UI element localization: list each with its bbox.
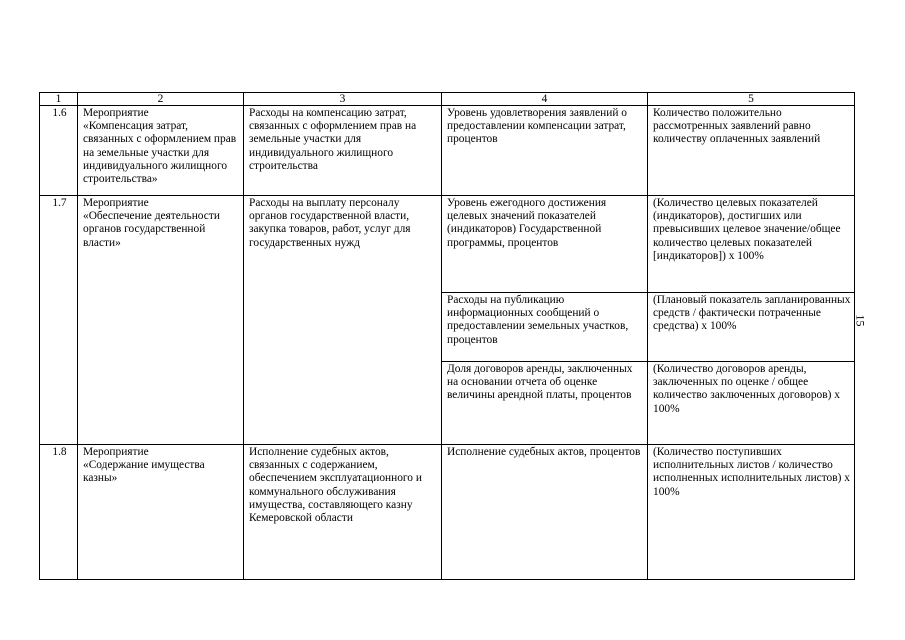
- event-cell: Мероприятие «Обеспечение деятельности органов государственной власти»: [78, 196, 244, 445]
- table-row: [40, 196, 855, 293]
- event-cell: Мероприятие «Компенсация затрат, связанных с оформлением прав на земельные участки для индивидуального жилищного строительства»: [78, 106, 244, 196]
- table-row: [40, 106, 855, 196]
- header-col-5: 5: [648, 93, 855, 106]
- row-number: 1.8: [40, 445, 78, 580]
- event-cell: Мероприятие «Содержание имущества казны»: [78, 445, 244, 580]
- header-row: [40, 93, 855, 106]
- formula-cell: (Количество целевых показателей (индикаторов), достигших или превысивших целевое значение/общее количество целевых показателей [индикаторов]) х 100%: [648, 196, 855, 293]
- table-row: [40, 445, 855, 580]
- expenses-cell: Расходы на выплату персоналу органов государственной власти, закупка товаров, работ, услуг для государственных нужд: [244, 196, 442, 445]
- formula-cell: (Количество договоров аренды, заключенных по оценке / общее количество заключенных договоров) х 100%: [648, 362, 855, 445]
- row-number: 1.6: [40, 106, 78, 196]
- expenses-cell: Исполнение судебных актов, связанных с содержанием, обеспечением эксплуатационного и коммунального обслуживания имущества, составляющего казну Кемеровской области: [244, 445, 442, 580]
- page-number: 15: [853, 314, 868, 327]
- header-col-1: 1: [40, 93, 78, 106]
- header-col-3: 3: [244, 93, 442, 106]
- indicator-cell: Исполнение судебных актов, процентов: [442, 445, 648, 580]
- formula-cell: (Количество поступивших исполнительных листов / количество исполненных исполнительных листов) х 100%: [648, 445, 855, 580]
- indicator-cell: Уровень ежегодного достижения целевых значений показателей (индикаторов) Государственной программы, процентов: [442, 196, 648, 293]
- indicator-cell: Расходы на публикацию информационных сообщений о предоставлении земельных участков, процентов: [442, 293, 648, 362]
- row-number: 1.7: [40, 196, 78, 445]
- indicator-cell: Уровень удовлетворения заявлений о предоставлении компенсации затрат, процентов: [442, 106, 648, 196]
- expenses-cell: Расходы на компенсацию затрат, связанных с оформлением прав на земельные участки для индивидуального жилищного строительства: [244, 106, 442, 196]
- header-col-2: 2: [78, 93, 244, 106]
- formula-cell: (Плановый показатель запланированных средств / фактически потраченные средства) х 100%: [648, 293, 855, 362]
- formula-cell: Количество положительно рассмотренных заявлений равно количеству оплаченных заявлений: [648, 106, 855, 196]
- program-table: [39, 92, 855, 580]
- header-col-4: 4: [442, 93, 648, 106]
- indicator-cell: Доля договоров аренды, заключенных на основании отчета об оценке величины арендной платы, процентов: [442, 362, 648, 445]
